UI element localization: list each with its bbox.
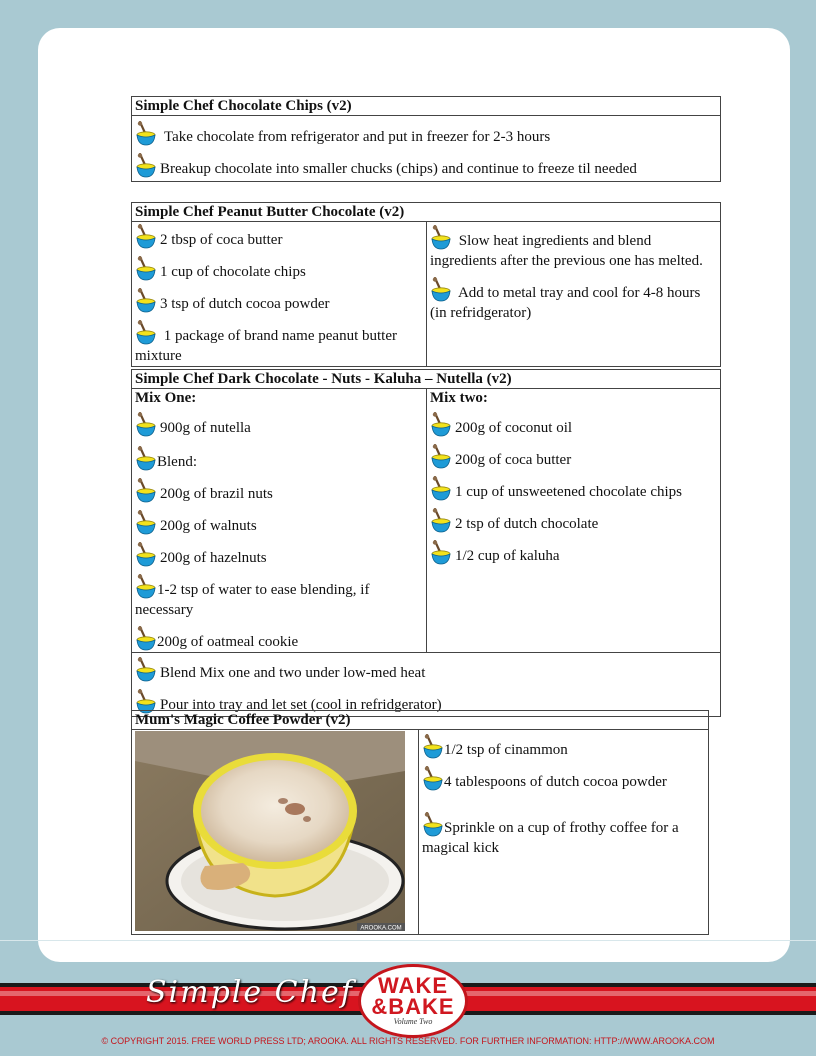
mixing-bowl-icon xyxy=(422,766,444,792)
mixing-bowl-icon xyxy=(135,478,157,504)
ingredient-item: 1 package of brand name peanut butter mixture xyxy=(135,320,423,366)
mixing-bowl-icon xyxy=(430,412,452,438)
recipe-chocolate-chips xyxy=(131,96,721,182)
copyright-text: © COPYRIGHT 2015. FREE WORLD PRESS LTD; AROOKA. ALL RIGHTS RESERVED. FOR FURTHER INFORMATION: HTTP://WWW.AROOKA.COM xyxy=(101,1036,715,1046)
coffee-photo xyxy=(135,731,405,931)
ingredient-item: 200g of brazil nuts xyxy=(135,478,423,504)
mixing-bowl-icon xyxy=(135,153,157,179)
mixing-bowl-icon xyxy=(135,446,157,472)
ingredient-item: 4 tablespoons of dutch cocoa powder xyxy=(422,766,705,792)
mixing-bowl-icon xyxy=(135,574,157,600)
photo-credit: AROOKA.COM xyxy=(360,925,402,931)
recipe-title: Mum's Magic Coffee Powder (v2) xyxy=(132,711,709,730)
ingredient-item: 1 cup of unsweetened chocolate chips xyxy=(430,476,717,502)
recipe-title: Simple Chef Dark Chocolate - Nuts - Kaluha – Nutella (v2) xyxy=(132,370,721,389)
mixing-bowl-icon xyxy=(430,277,452,303)
recipe-title: Simple Chef Chocolate Chips (v2) xyxy=(132,97,721,116)
ingredient-item: 1 cup of chocolate chips xyxy=(135,256,423,282)
mix-two-label: Mix two: xyxy=(430,390,488,406)
mixing-bowl-icon xyxy=(430,476,452,502)
recipe-title: Simple Chef Peanut Butter Chocolate (v2) xyxy=(132,203,721,222)
ingredient-item: 200g of coca butter xyxy=(430,444,717,470)
step-item: Take chocolate from refrigerator and put in freezer for 2-3 hours xyxy=(135,121,717,147)
ingredient-item: 1/2 cup of kaluha xyxy=(430,540,717,566)
mixing-bowl-icon xyxy=(135,256,157,282)
recipe-dark-chocolate xyxy=(131,369,721,717)
step-item: Breakup chocolate into smaller chucks (chips) and continue to freeze til needed xyxy=(135,153,717,179)
recipe-magic-coffee-powder xyxy=(131,710,709,935)
step-item: Pour into tray and let set (cool in refridgerator) xyxy=(135,689,717,715)
mixing-bowl-icon xyxy=(135,288,157,314)
ingredient-item: 1/2 tsp of cinammon xyxy=(422,734,705,760)
coffee-cup-image xyxy=(135,731,405,931)
mixing-bowl-icon xyxy=(135,510,157,536)
mixing-bowl-icon xyxy=(422,734,444,760)
mixing-bowl-icon xyxy=(430,508,452,534)
mixing-bowl-icon xyxy=(135,320,157,346)
mixing-bowl-icon xyxy=(135,542,157,568)
mixing-bowl-icon xyxy=(422,812,444,838)
step-item: Slow heat ingredients and blend ingredients after the previous one has melted. xyxy=(430,225,717,271)
mixing-bowl-icon xyxy=(135,626,157,652)
ingredient-item: Blend: xyxy=(135,446,423,472)
mixing-bowl-icon xyxy=(135,121,157,147)
ingredient-item: 200g of walnuts xyxy=(135,510,423,536)
ingredient-item: 2 tbsp of coca butter xyxy=(135,224,423,250)
divider xyxy=(0,940,816,941)
mixing-bowl-icon xyxy=(135,657,157,683)
mix-one-label: Mix One: xyxy=(135,390,197,406)
step-item: Sprinkle on a cup of frothy coffee for a magical kick xyxy=(422,812,705,858)
ingredient-item: 900g of nutella xyxy=(135,412,423,438)
step-item: Blend Mix one and two under low-med heat xyxy=(135,657,717,683)
recipe-peanut-butter-chocolate xyxy=(131,202,721,367)
mixing-bowl-icon xyxy=(135,224,157,250)
ingredient-item: 1-2 tsp of water to ease blending, if necessary xyxy=(135,574,423,620)
mixing-bowl-icon xyxy=(430,540,452,566)
step-item: Add to metal tray and cool for 4-8 hours (in refridgerator) xyxy=(430,277,717,323)
mixing-bowl-icon xyxy=(430,444,452,470)
ingredient-item: 200g of coconut oil xyxy=(430,412,717,438)
ingredient-item: 3 tsp of dutch cocoa powder xyxy=(135,288,423,314)
ingredient-item: 200g of hazelnuts xyxy=(135,542,423,568)
mixing-bowl-icon xyxy=(135,412,157,438)
mixing-bowl-icon xyxy=(430,225,452,251)
brand-name: Simple Chef xyxy=(146,975,354,1010)
wake-and-bake-logo: WAKE &BAKE Volume Two xyxy=(358,964,468,1038)
ingredient-item: 200g of oatmeal cookie xyxy=(135,626,423,652)
ingredient-item: 2 tsp of dutch chocolate xyxy=(430,508,717,534)
